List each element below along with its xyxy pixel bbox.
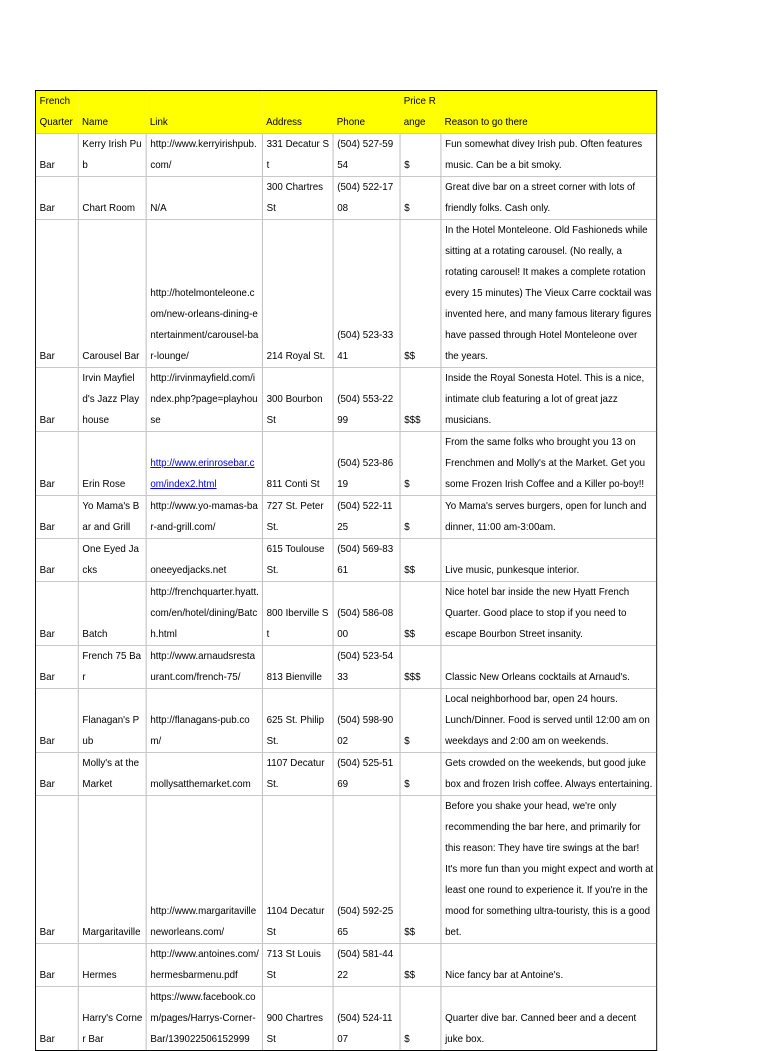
row-link[interactable]: http://frenchquarter.hyatt.com/en/hotel/dining/Batch.html: [150, 586, 259, 640]
quarter-cell: Bar: [35, 177, 78, 220]
link-cell: [146, 134, 262, 177]
phone-cell: (504) 523-8619: [333, 432, 400, 496]
row-link[interactable]: http://flanagans-pub.com/: [150, 714, 250, 747]
quarter-cell: Bar: [35, 796, 78, 944]
phone-cell: (504) 527-5954: [333, 134, 400, 177]
table-row: [35, 796, 656, 944]
address-cell: 800 Iberville St: [262, 582, 333, 646]
row-link[interactable]: http://www.erinrosebar.com/index2.html: [150, 457, 255, 490]
address-cell: 900 Chartres St: [262, 987, 333, 1051]
reason-cell: Before you shake your head, we're only recommending the bar here, and primarily for this reason: They have tire swings at the bar! It's more fun than you might expect and worth at least one round to experience it. If you're in the mood for something ultra-touristy, this is a good bet.: [441, 796, 657, 944]
address-cell: 713 St Louis St: [262, 944, 333, 987]
table-row: [35, 134, 656, 177]
header-link: Link: [146, 91, 262, 134]
reason-cell: Inside the Royal Sonesta Hotel. This is a nice, intimate club featuring a lot of great jazz musicians.: [441, 368, 657, 432]
quarter-cell: Bar: [35, 646, 78, 689]
address-cell: 811 Conti St: [262, 432, 333, 496]
phone-cell: (504) 569-8361: [333, 539, 400, 582]
table-row: [35, 368, 656, 432]
phone-cell: (504) 553-2299: [333, 368, 400, 432]
table-row: [35, 582, 656, 646]
price-cell: $$$: [400, 646, 441, 689]
table-row: [35, 646, 656, 689]
header-address: Address: [262, 91, 333, 134]
row-link[interactable]: oneeyedjacks.net: [150, 564, 227, 576]
name-cell: Carousel Bar: [78, 220, 146, 368]
address-cell: 625 St. Philip St.: [262, 689, 333, 753]
name-cell: French 75 Bar: [78, 646, 146, 689]
name-cell: Margaritaville: [78, 796, 146, 944]
row-link[interactable]: http://www.yo-mamas-bar-and-grill.com/: [150, 500, 258, 533]
price-cell: $: [400, 134, 441, 177]
price-cell: $: [400, 432, 441, 496]
price-cell: $$: [400, 796, 441, 944]
address-cell: 727 St. Peter St.: [262, 496, 333, 539]
reason-cell: Nice hotel bar inside the new Hyatt French Quarter. Good place to stop if you need to escape Bourbon Street insanity.: [441, 582, 657, 646]
reason-cell: In the Hotel Monteleone. Old Fashioneds while sitting at a rotating carousel. (No really, a rotating carousel! It makes a complete rotation every 15 minutes) The Vieux Carre cocktail was invented here, and many famous literary figures have passed through Hotel Monteleone over the years.: [441, 220, 657, 368]
address-cell: 813 Bienville: [262, 646, 333, 689]
row-link[interactable]: mollysatthemarket.com: [150, 778, 251, 790]
price-cell: $: [400, 689, 441, 753]
reason-cell: Fun somewhat divey Irish pub. Often features music. Can be a bit smoky.: [441, 134, 657, 177]
price-cell: $: [400, 987, 441, 1051]
quarter-cell: Bar: [35, 496, 78, 539]
name-cell: Erin Rose: [78, 432, 146, 496]
price-cell: $: [400, 753, 441, 796]
row-link[interactable]: http://www.arnaudsrestaurant.com/french-75/: [150, 650, 256, 683]
address-cell: 214 Royal St.: [262, 220, 333, 368]
link-cell: [146, 753, 262, 796]
quarter-cell: Bar: [35, 134, 78, 177]
link-cell: N/A: [146, 177, 262, 220]
name-cell: One Eyed Jacks: [78, 539, 146, 582]
table-row: [35, 689, 656, 753]
phone-cell: (504) 522-1125: [333, 496, 400, 539]
quarter-cell: Bar: [35, 689, 78, 753]
quarter-cell: Bar: [35, 539, 78, 582]
phone-cell: (504) 522-1708: [333, 177, 400, 220]
name-cell: Hermes: [78, 944, 146, 987]
link-cell: [146, 689, 262, 753]
table-row: [35, 496, 656, 539]
name-cell: Yo Mama's Bar and Grill: [78, 496, 146, 539]
reason-cell: From the same folks who brought you 13 on Frenchmen and Molly's at the Market. Get you some Frozen Irish Coffee and a Killer po-boy!!: [441, 432, 657, 496]
header-name: Name: [78, 91, 146, 134]
name-cell: Flanagan's Pub: [78, 689, 146, 753]
address-cell: 331 Decatur St: [262, 134, 333, 177]
name-cell: Molly's at the Market: [78, 753, 146, 796]
row-link[interactable]: http://irvinmayfield.com/index.php?page=playhouse: [150, 372, 258, 426]
phone-cell: (504) 581-4422: [333, 944, 400, 987]
quarter-cell: Bar: [35, 220, 78, 368]
price-cell: $$: [400, 539, 441, 582]
reason-cell: Great dive bar on a street corner with lots of friendly folks. Cash only.: [441, 177, 657, 220]
link-cell: [146, 220, 262, 368]
link-cell: [146, 944, 262, 987]
quarter-cell: Bar: [35, 987, 78, 1051]
reason-cell: Nice fancy bar at Antoine's.: [441, 944, 657, 987]
address-cell: 1107 Decatur St.: [262, 753, 333, 796]
name-cell: Chart Room: [78, 177, 146, 220]
link-cell: [146, 368, 262, 432]
price-cell: $$$: [400, 368, 441, 432]
quarter-cell: Bar: [35, 432, 78, 496]
price-cell: $$: [400, 220, 441, 368]
header-reason: Reason to go there: [441, 91, 657, 134]
reason-cell: Yo Mama's serves burgers, open for lunch and dinner, 11:00 am-3:00am.: [441, 496, 657, 539]
address-cell: 615 Toulouse St.: [262, 539, 333, 582]
row-link[interactable]: https://www.facebook.com/pages/Harrys-Corner-Bar/139022506152999: [150, 991, 256, 1045]
address-cell: 300 Bourbon St: [262, 368, 333, 432]
link-cell: [146, 539, 262, 582]
phone-cell: (504) 586-0800: [333, 582, 400, 646]
link-cell: [146, 646, 262, 689]
phone-cell: (504) 524-1107: [333, 987, 400, 1051]
reason-cell: Live music, punkesque interior.: [441, 539, 657, 582]
name-cell: Irvin Mayfield's Jazz Playhouse: [78, 368, 146, 432]
price-cell: $$: [400, 582, 441, 646]
phone-cell: (504) 592-2565: [333, 796, 400, 944]
price-cell: $$: [400, 944, 441, 987]
address-cell: 1104 Decatur St: [262, 796, 333, 944]
table-row: [35, 753, 656, 796]
row-link[interactable]: http://www.kerryirishpub.com/: [150, 138, 257, 171]
reason-cell: Classic New Orleans cocktails at Arnaud's.: [441, 646, 657, 689]
link-cell: [146, 582, 262, 646]
row-link[interactable]: http://www.margaritavilleneworleans.com/: [150, 905, 257, 938]
price-cell: $: [400, 177, 441, 220]
table-row: [35, 987, 656, 1051]
row-link[interactable]: http://www.antoines.com/hermesbarmenu.pdf: [150, 948, 259, 981]
link-cell: [146, 432, 262, 496]
row-link[interactable]: http://hotelmonteleone.com/new-orleans-dining-entertainment/carousel-bar-lounge/: [150, 287, 259, 362]
table-row: [35, 944, 656, 987]
table-row: [35, 177, 656, 220]
quarter-cell: Bar: [35, 582, 78, 646]
quarter-cell: Bar: [35, 944, 78, 987]
link-cell: [146, 496, 262, 539]
table-row: [35, 432, 656, 496]
name-cell: Batch: [78, 582, 146, 646]
phone-cell: (504) 523-5433: [333, 646, 400, 689]
reason-cell: Gets crowded on the weekends, but good juke box and frozen Irish coffee. Always entertaining.: [441, 753, 657, 796]
header-phone: Phone: [333, 91, 400, 134]
table-row: [35, 539, 656, 582]
header-price-range: Price Range: [400, 91, 441, 134]
quarter-cell: Bar: [35, 753, 78, 796]
bar-table: [35, 90, 657, 1051]
name-cell: Harry's Corner Bar: [78, 987, 146, 1051]
phone-cell: (504) 523-3341: [333, 220, 400, 368]
phone-cell: (504) 525-5169: [333, 753, 400, 796]
table-row: [35, 220, 656, 368]
name-cell: Kerry Irish Pub: [78, 134, 146, 177]
quarter-cell: Bar: [35, 368, 78, 432]
link-cell: [146, 796, 262, 944]
header-row: [35, 91, 656, 134]
header-french-quarter: French Quarter: [35, 91, 78, 134]
phone-cell: (504) 598-9002: [333, 689, 400, 753]
address-cell: 300 Chartres St: [262, 177, 333, 220]
price-cell: $: [400, 496, 441, 539]
link-cell: [146, 987, 262, 1051]
reason-cell: Local neighborhood bar, open 24 hours. Lunch/Dinner. Food is served until 12:00 am on weekdays and 2:00 am on weekends.: [441, 689, 657, 753]
reason-cell: Quarter dive bar. Canned beer and a decent juke box.: [441, 987, 657, 1051]
